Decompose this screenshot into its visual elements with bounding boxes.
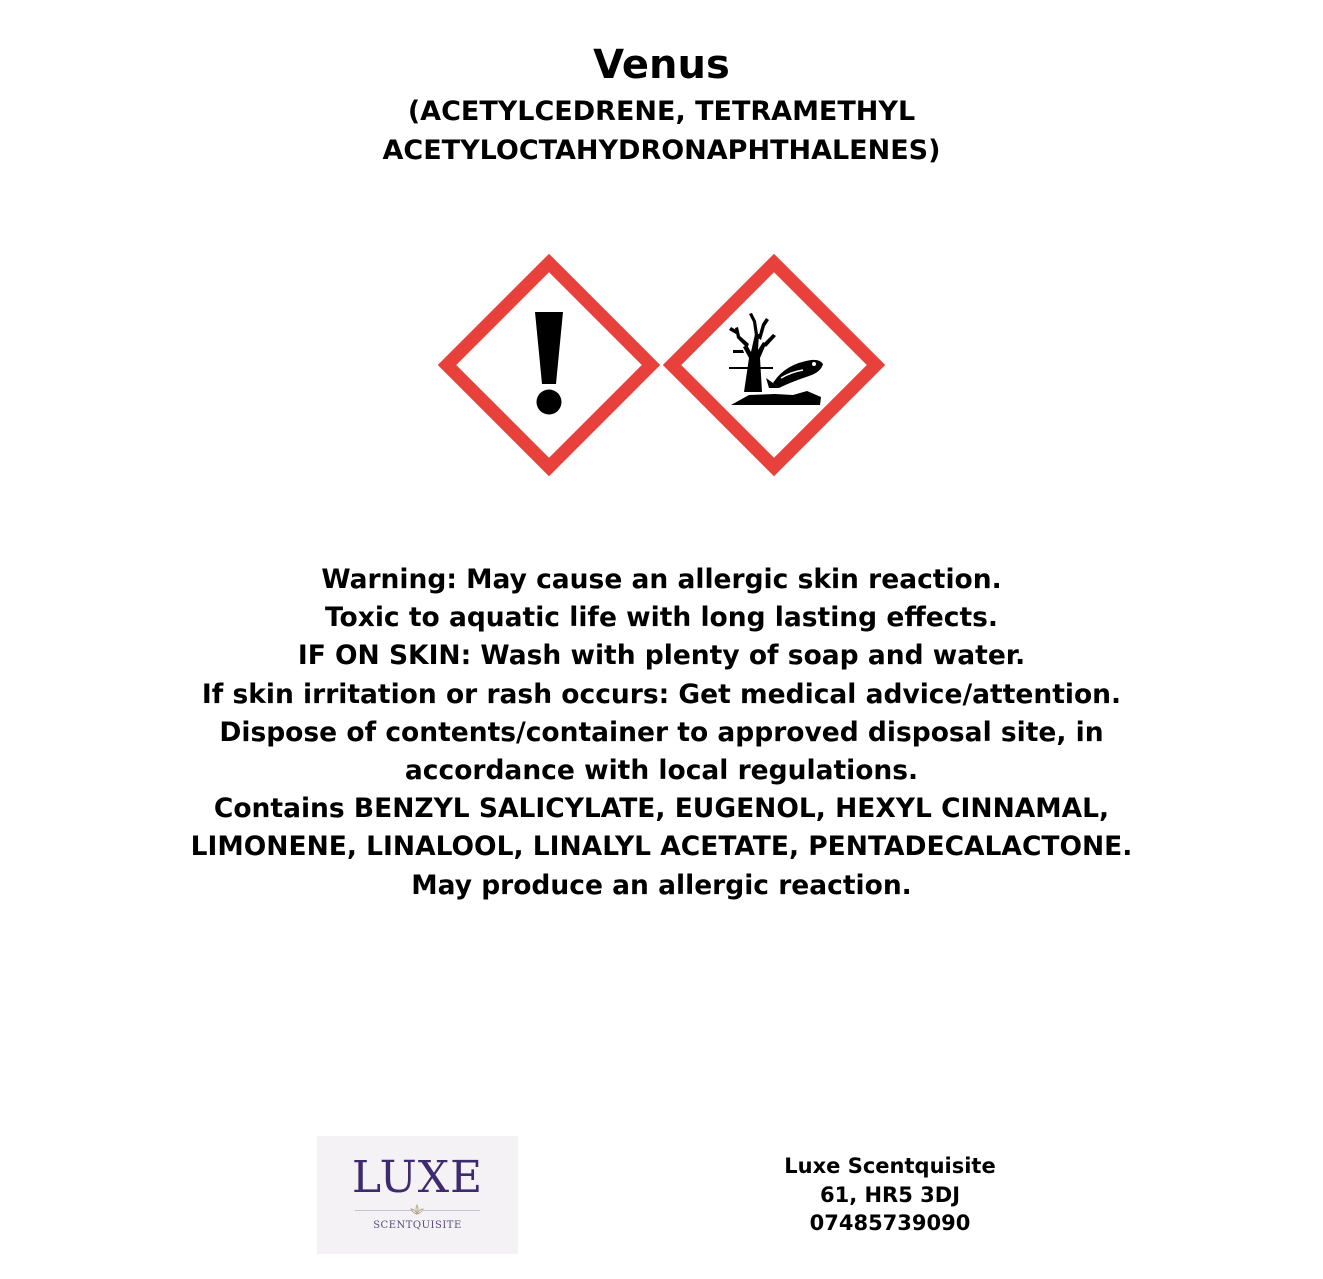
hazard-statements <box>0 561 1323 905</box>
hazard-statement-line: accordance with local regulations. <box>404 755 919 787</box>
hazard-statement-line: If skin irritation or rash occurs: Get medical advice/attention. <box>201 678 1122 710</box>
brand-logo <box>317 1136 518 1254</box>
environment-hazard-icon <box>672 263 876 467</box>
hazard-statement-line: Contains BENZYL SALICYLATE, EUGENOL, HEXYL CINNAMAL, <box>213 793 1110 825</box>
supplier-phone: 07485739090 <box>809 1211 971 1235</box>
exclamation-mark-icon <box>447 263 651 467</box>
hazard-statement-line: LIMONENE, LINALOOL, LINALYL ACETATE, PENTADECALACTONE. <box>190 831 1133 863</box>
substances-list <box>0 92 1323 170</box>
logo-divider <box>355 1210 413 1211</box>
supplier-details <box>742 1152 1038 1238</box>
hazard-statement-line: Dispose of contents/container to approved disposal site, in <box>219 716 1104 748</box>
logo-wordmark: LUXE <box>351 1152 484 1203</box>
supplier-address: 61, HR5 3DJ <box>819 1182 961 1207</box>
hazard-statement-line: May produce an allergic reaction. <box>411 869 912 901</box>
hazard-statement-line: Toxic to aquatic life with long lasting effects. <box>324 602 998 634</box>
substances-line: (ACETYLCEDRENE, TETRAMETHYL <box>407 96 916 127</box>
supplier-name: Luxe Scentquisite <box>784 1154 996 1178</box>
hazard-statement-line: IF ON SKIN: Wash with plenty of soap and water. <box>297 640 1026 672</box>
hazard-pictograms <box>438 254 886 478</box>
hazard-statement-line: Warning: May cause an allergic skin reaction. <box>321 564 1002 595</box>
pictogram-row <box>438 254 886 478</box>
product-name: Venus <box>593 42 730 88</box>
substances-line: ACETYLOCTAHYDRONAPHTHALENES) <box>382 135 941 166</box>
logo-divider <box>422 1210 480 1211</box>
logo-subtitle: SCENTQUISITE <box>373 1220 462 1231</box>
